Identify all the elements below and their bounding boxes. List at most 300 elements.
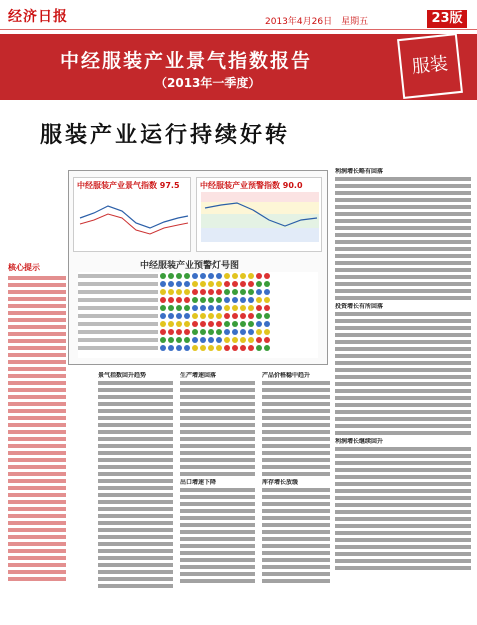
lamp-dot bbox=[192, 321, 198, 327]
lamp-dot bbox=[184, 313, 190, 319]
lamp-dot bbox=[200, 281, 206, 287]
text-line bbox=[8, 283, 66, 287]
seal-stamp: 服装 bbox=[397, 33, 463, 99]
text-line bbox=[98, 479, 173, 483]
text-line bbox=[8, 304, 66, 308]
text-line bbox=[8, 577, 66, 581]
lamp-dot bbox=[200, 305, 206, 311]
lamp-dot bbox=[248, 297, 254, 303]
text-line bbox=[335, 198, 471, 202]
lamp-dot bbox=[264, 289, 270, 295]
text-line bbox=[262, 458, 330, 462]
text-line bbox=[180, 516, 255, 520]
text-line bbox=[98, 402, 173, 406]
lamp-dot bbox=[264, 313, 270, 319]
lamp-dot bbox=[168, 337, 174, 343]
text-line bbox=[335, 510, 471, 514]
lamp-dot bbox=[248, 305, 254, 311]
lamp-dot bbox=[216, 305, 222, 311]
text-line bbox=[98, 556, 173, 560]
lamp-dot bbox=[232, 337, 238, 343]
lamp-dot bbox=[176, 281, 182, 287]
section-heading: 利润增长略有回落 bbox=[335, 168, 384, 175]
text-line bbox=[98, 549, 173, 553]
lamp-dot bbox=[240, 345, 246, 351]
text-line bbox=[98, 570, 173, 574]
text-line bbox=[8, 416, 66, 420]
text-line bbox=[98, 563, 173, 567]
text-line bbox=[335, 482, 471, 486]
text-line bbox=[335, 368, 471, 372]
text-line bbox=[335, 282, 471, 286]
text-line bbox=[180, 488, 255, 492]
text-line bbox=[8, 493, 66, 497]
lamp-dot bbox=[224, 345, 230, 351]
text-line bbox=[98, 493, 173, 497]
text-line bbox=[335, 431, 471, 435]
text-line bbox=[262, 502, 330, 506]
lamp-dot bbox=[240, 305, 246, 311]
lamp-dot bbox=[232, 281, 238, 287]
lamp-dot bbox=[264, 305, 270, 311]
lamp-dot bbox=[232, 321, 238, 327]
lamp-dot bbox=[224, 273, 230, 279]
banner-subtitle: （2013年一季度） bbox=[155, 76, 261, 90]
lamp-dot bbox=[168, 313, 174, 319]
lamp-dot bbox=[192, 281, 198, 287]
text-line bbox=[180, 472, 255, 476]
article-column-4 bbox=[335, 168, 471, 613]
lamp-dot bbox=[264, 281, 270, 287]
lamp-dot bbox=[160, 305, 166, 311]
text-line bbox=[262, 465, 330, 469]
section-heading: 投资增长有所回落 bbox=[335, 303, 384, 310]
text-line bbox=[180, 523, 255, 527]
text-line bbox=[98, 423, 173, 427]
text-line bbox=[180, 409, 255, 413]
lamp-dot bbox=[184, 337, 190, 343]
text-line bbox=[335, 296, 471, 300]
lamp-dot bbox=[264, 273, 270, 279]
text-line bbox=[8, 507, 66, 511]
lamp-dot bbox=[256, 321, 262, 327]
text-line bbox=[335, 410, 471, 414]
text-line bbox=[335, 333, 471, 337]
text-line bbox=[8, 290, 66, 294]
text-line bbox=[98, 381, 173, 385]
text-line bbox=[262, 579, 330, 583]
text-line bbox=[335, 340, 471, 344]
text-line bbox=[180, 395, 255, 399]
lamp-dot bbox=[248, 273, 254, 279]
text-line bbox=[180, 544, 255, 548]
text-line bbox=[335, 468, 471, 472]
lamp-dot bbox=[176, 297, 182, 303]
text-line bbox=[8, 353, 66, 357]
text-line bbox=[180, 437, 255, 441]
lamp-dot bbox=[216, 281, 222, 287]
text-line bbox=[335, 559, 471, 563]
text-line bbox=[180, 388, 255, 392]
lamp-dot bbox=[192, 273, 198, 279]
text-line bbox=[8, 528, 66, 532]
text-line bbox=[262, 565, 330, 569]
text-line bbox=[335, 354, 471, 358]
lamp-dot bbox=[208, 273, 214, 279]
lamp-dot bbox=[160, 321, 166, 327]
text-line bbox=[335, 240, 471, 244]
text-line bbox=[335, 212, 471, 216]
text-line bbox=[8, 360, 66, 364]
text-line bbox=[262, 409, 330, 413]
text-line bbox=[335, 396, 471, 400]
text-line bbox=[180, 530, 255, 534]
text-line bbox=[8, 332, 66, 336]
text-line bbox=[8, 542, 66, 546]
text-line bbox=[262, 488, 330, 492]
lamp-dot bbox=[192, 313, 198, 319]
text-line bbox=[262, 416, 330, 420]
lamp-row bbox=[78, 344, 318, 351]
text-line bbox=[262, 423, 330, 427]
text-line bbox=[335, 254, 471, 258]
lamp-dot bbox=[232, 345, 238, 351]
lamp-dot bbox=[184, 305, 190, 311]
lamp-dot bbox=[248, 313, 254, 319]
boom-index-title: 中经服装产业景气指数 97.5 bbox=[77, 181, 180, 190]
lamp-dot bbox=[232, 305, 238, 311]
section-heading: 生产增速回落 bbox=[180, 372, 217, 379]
lamp-dot bbox=[176, 273, 182, 279]
core-summary-sidebar bbox=[8, 276, 66, 625]
lamp-dot bbox=[200, 289, 206, 295]
lamp-dot bbox=[160, 273, 166, 279]
lamp-dot bbox=[248, 337, 254, 343]
lamp-row bbox=[78, 288, 318, 295]
lamp-dot bbox=[216, 321, 222, 327]
lamp-dot bbox=[176, 321, 182, 327]
lamp-dot bbox=[240, 289, 246, 295]
text-line bbox=[8, 430, 66, 434]
lamp-dot bbox=[248, 329, 254, 335]
text-line bbox=[335, 219, 471, 223]
text-line bbox=[8, 458, 66, 462]
text-line bbox=[180, 565, 255, 569]
lamp-dot bbox=[256, 313, 262, 319]
lamp-dot bbox=[184, 273, 190, 279]
text-line bbox=[180, 509, 255, 513]
text-line bbox=[98, 507, 173, 511]
text-line bbox=[8, 388, 66, 392]
warning-index-title: 中经服装产业预警指数 90.0 bbox=[200, 181, 303, 190]
text-line bbox=[335, 454, 471, 458]
lamp-dot bbox=[176, 313, 182, 319]
text-line bbox=[8, 367, 66, 371]
text-line bbox=[98, 542, 173, 546]
lamp-dot bbox=[176, 329, 182, 335]
lamp-dot bbox=[232, 289, 238, 295]
lamp-row bbox=[78, 296, 318, 303]
text-line bbox=[335, 382, 471, 386]
text-line bbox=[8, 514, 66, 518]
text-line bbox=[180, 551, 255, 555]
lamp-row bbox=[78, 312, 318, 319]
text-line bbox=[180, 537, 255, 541]
text-line bbox=[335, 312, 471, 316]
headline: 服装产业运行持续好转 bbox=[40, 123, 291, 148]
text-line bbox=[335, 566, 471, 570]
text-line bbox=[335, 545, 471, 549]
text-line bbox=[8, 409, 66, 413]
text-line bbox=[262, 388, 330, 392]
text-line bbox=[8, 535, 66, 539]
text-line bbox=[8, 381, 66, 385]
text-line bbox=[8, 521, 66, 525]
section-heading: 产品价格稳中趋升 bbox=[262, 372, 311, 379]
warning-lamp-title: 中经服装产业预警灯号图 bbox=[140, 261, 240, 271]
lamp-dot bbox=[168, 321, 174, 327]
text-line bbox=[262, 381, 330, 385]
text-line bbox=[180, 416, 255, 420]
newspaper-logo: 经济日报 bbox=[8, 9, 68, 25]
lamp-dot bbox=[160, 281, 166, 287]
masthead bbox=[0, 0, 477, 30]
lamp-dot bbox=[200, 337, 206, 343]
lamp-dot bbox=[176, 337, 182, 343]
text-line bbox=[262, 537, 330, 541]
lamp-dot bbox=[208, 329, 214, 335]
lamp-dot bbox=[160, 329, 166, 335]
text-line bbox=[98, 451, 173, 455]
text-line bbox=[335, 275, 471, 279]
section-heading: 出口增速下降 bbox=[180, 479, 217, 486]
lamp-dot bbox=[184, 297, 190, 303]
text-line bbox=[8, 479, 66, 483]
text-line bbox=[262, 395, 330, 399]
lamp-dot bbox=[168, 305, 174, 311]
lamp-dot bbox=[208, 305, 214, 311]
text-line bbox=[335, 289, 471, 293]
lamp-dot bbox=[208, 297, 214, 303]
text-line bbox=[262, 551, 330, 555]
lamp-dot bbox=[240, 273, 246, 279]
lamp-dot bbox=[200, 273, 206, 279]
text-line bbox=[8, 563, 66, 567]
lamp-dot bbox=[224, 289, 230, 295]
lamp-dot bbox=[264, 337, 270, 343]
banner-title: 中经服装产业景气指数报告 bbox=[60, 50, 313, 72]
lamp-dot bbox=[240, 281, 246, 287]
text-line bbox=[180, 451, 255, 455]
text-line bbox=[8, 465, 66, 469]
text-line bbox=[335, 375, 471, 379]
text-line bbox=[8, 276, 66, 280]
text-line bbox=[262, 523, 330, 527]
text-line bbox=[335, 538, 471, 542]
lamp-dot bbox=[240, 321, 246, 327]
lamp-dot bbox=[160, 345, 166, 351]
lamp-dot bbox=[200, 313, 206, 319]
text-line bbox=[180, 430, 255, 434]
text-line bbox=[262, 437, 330, 441]
lamp-row bbox=[78, 328, 318, 335]
text-line bbox=[180, 465, 255, 469]
lamp-dot bbox=[240, 329, 246, 335]
lamp-dot bbox=[256, 281, 262, 287]
lamp-row bbox=[78, 272, 318, 279]
text-line bbox=[335, 184, 471, 188]
text-line bbox=[98, 465, 173, 469]
text-line bbox=[180, 402, 255, 406]
lamp-dot bbox=[168, 289, 174, 295]
text-line bbox=[335, 205, 471, 209]
article-column-3 bbox=[262, 372, 330, 612]
text-line bbox=[180, 558, 255, 562]
text-line bbox=[335, 261, 471, 265]
lamp-dot bbox=[192, 297, 198, 303]
lamp-dot bbox=[240, 337, 246, 343]
text-line bbox=[335, 177, 471, 181]
text-line bbox=[8, 395, 66, 399]
lamp-dot bbox=[168, 345, 174, 351]
text-line bbox=[8, 402, 66, 406]
text-line bbox=[180, 495, 255, 499]
lamp-dot bbox=[160, 313, 166, 319]
lamp-dot bbox=[232, 329, 238, 335]
lamp-row bbox=[78, 304, 318, 311]
lamp-dot bbox=[200, 297, 206, 303]
text-line bbox=[98, 584, 173, 588]
text-line bbox=[8, 374, 66, 378]
text-line bbox=[262, 495, 330, 499]
text-line bbox=[335, 268, 471, 272]
lamp-dot bbox=[176, 305, 182, 311]
lamp-dot bbox=[208, 289, 214, 295]
lamp-dot bbox=[192, 289, 198, 295]
lamp-dot bbox=[208, 321, 214, 327]
lamp-dot bbox=[240, 297, 246, 303]
text-line bbox=[8, 444, 66, 448]
article-column-1 bbox=[98, 372, 173, 612]
lamp-dot bbox=[224, 313, 230, 319]
text-line bbox=[8, 437, 66, 441]
text-line bbox=[98, 528, 173, 532]
lamp-dot bbox=[216, 297, 222, 303]
lamp-dot bbox=[208, 281, 214, 287]
lamp-dot bbox=[184, 329, 190, 335]
lamp-dot bbox=[248, 321, 254, 327]
text-line bbox=[180, 502, 255, 506]
text-line bbox=[98, 388, 173, 392]
lamp-dot bbox=[168, 329, 174, 335]
lamp-dot bbox=[224, 337, 230, 343]
text-line bbox=[335, 191, 471, 195]
text-line bbox=[335, 552, 471, 556]
lamp-dot bbox=[192, 329, 198, 335]
lamp-dot bbox=[208, 337, 214, 343]
text-line bbox=[8, 423, 66, 427]
lamp-dot bbox=[216, 313, 222, 319]
lamp-dot bbox=[256, 289, 262, 295]
text-line bbox=[262, 402, 330, 406]
article-column-2 bbox=[180, 372, 255, 612]
text-line bbox=[262, 516, 330, 520]
lamp-dot bbox=[264, 345, 270, 351]
text-line bbox=[8, 311, 66, 315]
lamp-dot bbox=[192, 337, 198, 343]
text-line bbox=[335, 347, 471, 351]
text-line bbox=[180, 458, 255, 462]
text-line bbox=[335, 417, 471, 421]
text-line bbox=[262, 430, 330, 434]
text-line bbox=[335, 496, 471, 500]
text-line bbox=[98, 416, 173, 420]
lamp-dot bbox=[160, 289, 166, 295]
text-line bbox=[98, 500, 173, 504]
text-line bbox=[335, 447, 471, 451]
lamp-dot bbox=[192, 345, 198, 351]
section-heading: 库存增长放缓 bbox=[262, 479, 299, 486]
lamp-dot bbox=[184, 345, 190, 351]
text-line bbox=[335, 475, 471, 479]
lamp-dot bbox=[264, 297, 270, 303]
text-line bbox=[180, 444, 255, 448]
text-line bbox=[262, 451, 330, 455]
text-line bbox=[335, 517, 471, 521]
text-line bbox=[180, 423, 255, 427]
text-line bbox=[335, 461, 471, 465]
text-line bbox=[262, 530, 330, 534]
lamp-dot bbox=[208, 313, 214, 319]
text-line bbox=[335, 319, 471, 323]
text-line bbox=[335, 247, 471, 251]
lamp-dot bbox=[160, 297, 166, 303]
lamp-dot bbox=[208, 345, 214, 351]
text-line bbox=[8, 339, 66, 343]
text-line bbox=[8, 570, 66, 574]
text-line bbox=[8, 472, 66, 476]
lamp-dot bbox=[216, 289, 222, 295]
lamp-dot bbox=[256, 297, 262, 303]
section-heading: 景气指数回升趋势 bbox=[98, 372, 147, 379]
lamp-dot bbox=[256, 337, 262, 343]
text-line bbox=[98, 577, 173, 581]
text-line bbox=[98, 472, 173, 476]
text-line bbox=[98, 444, 173, 448]
text-line bbox=[335, 361, 471, 365]
text-line bbox=[8, 318, 66, 322]
text-line bbox=[8, 346, 66, 350]
text-line bbox=[262, 558, 330, 562]
warning-lamp-table bbox=[78, 272, 318, 358]
warning-index-chart bbox=[196, 177, 322, 252]
text-line bbox=[335, 326, 471, 330]
lamp-dot bbox=[224, 305, 230, 311]
lamp-dot bbox=[176, 289, 182, 295]
lamp-row bbox=[78, 280, 318, 287]
text-line bbox=[98, 514, 173, 518]
lamp-dot bbox=[224, 281, 230, 287]
text-line bbox=[98, 521, 173, 525]
text-line bbox=[180, 381, 255, 385]
text-line bbox=[98, 486, 173, 490]
lamp-dot bbox=[256, 305, 262, 311]
text-line bbox=[8, 297, 66, 301]
text-line bbox=[8, 556, 66, 560]
lamp-dot bbox=[200, 329, 206, 335]
text-line bbox=[335, 403, 471, 407]
text-line bbox=[98, 437, 173, 441]
